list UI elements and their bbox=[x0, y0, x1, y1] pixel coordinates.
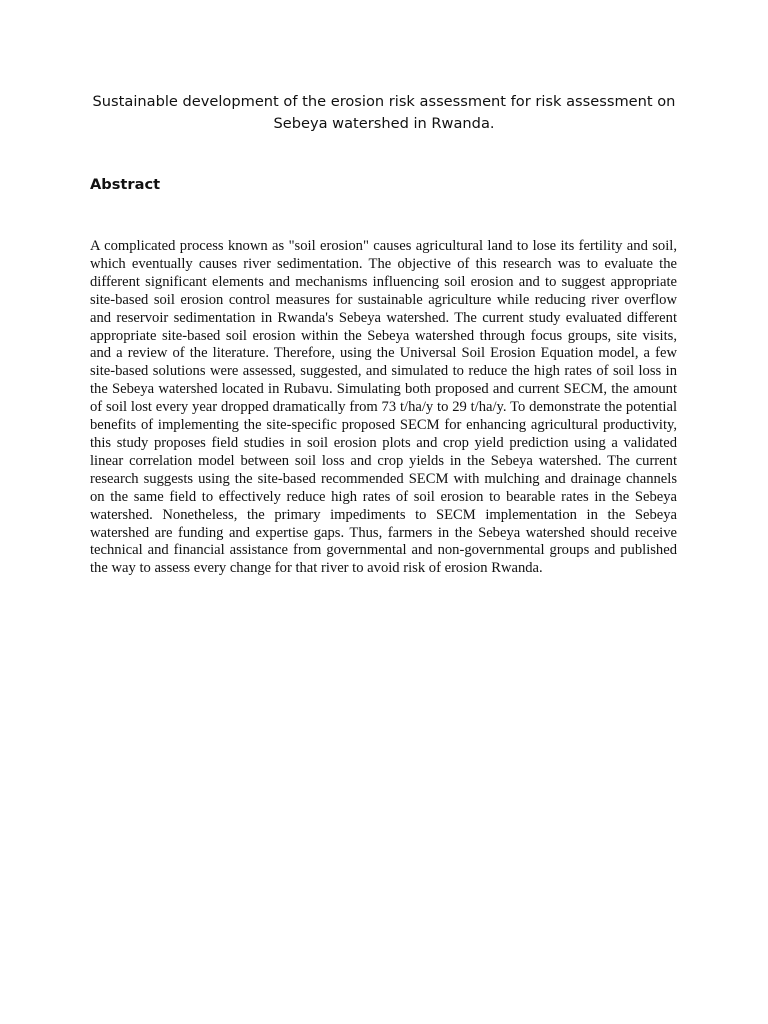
abstract-heading: Abstract bbox=[90, 176, 161, 193]
abstract-paragraph: A complicated process known as "soil erosion" causes agricultural land to lose its fertility and soil, which eventually causes river sedimentation. The objective of this research was to evaluate the different significant elements and mechanisms influencing soil erosion and to suggest appropriate site-based soil erosion control measures for sustainable agriculture while reducing river overflow and reservoir sedimentation in Rwanda's Sebeya watershed. The current study evaluated different appropriate site-based soil erosion within the Sebeya watershed through focus groups, site visits, and a review of the literature. Therefore, using the Universal Soil Erosion Equation model, a few site-based solutions were assessed, suggested, and simulated to reduce the high rates of soil loss in the Sebeya watershed located in Rubavu. Simulating both proposed and current SECM, the amount of soil lost every year dropped dramatically from 73 t/ha/y to 29 t/ha/y. To demonstrate the potential benefits of implementing the site-specific proposed SECM for enhancing agricultural productivity, this study proposes field studies in soil erosion plots and crop yield prediction using a validated linear correlation model between soil loss and crop yields in the Sebeya watershed. The current research suggests using the site-based recommended SECM with mulching and drainage channels on the same field to effectively reduce high rates of soil erosion to bearable rates in the Sebeya watershed. Nonetheless, the primary impediments to SECM implementation in the Sebeya watershed are funding and expertise gaps. Thus, farmers in the Sebeya watershed should receive technical and financial assistance from governmental and non-governmental groups and published the way to assess every change for that river to avoid risk of erosion Rwanda. bbox=[90, 238, 677, 577]
paper-title: Sustainable development of the erosion risk assessment for risk assessment on Sebeya watershed in Rwanda. bbox=[92, 93, 676, 132]
